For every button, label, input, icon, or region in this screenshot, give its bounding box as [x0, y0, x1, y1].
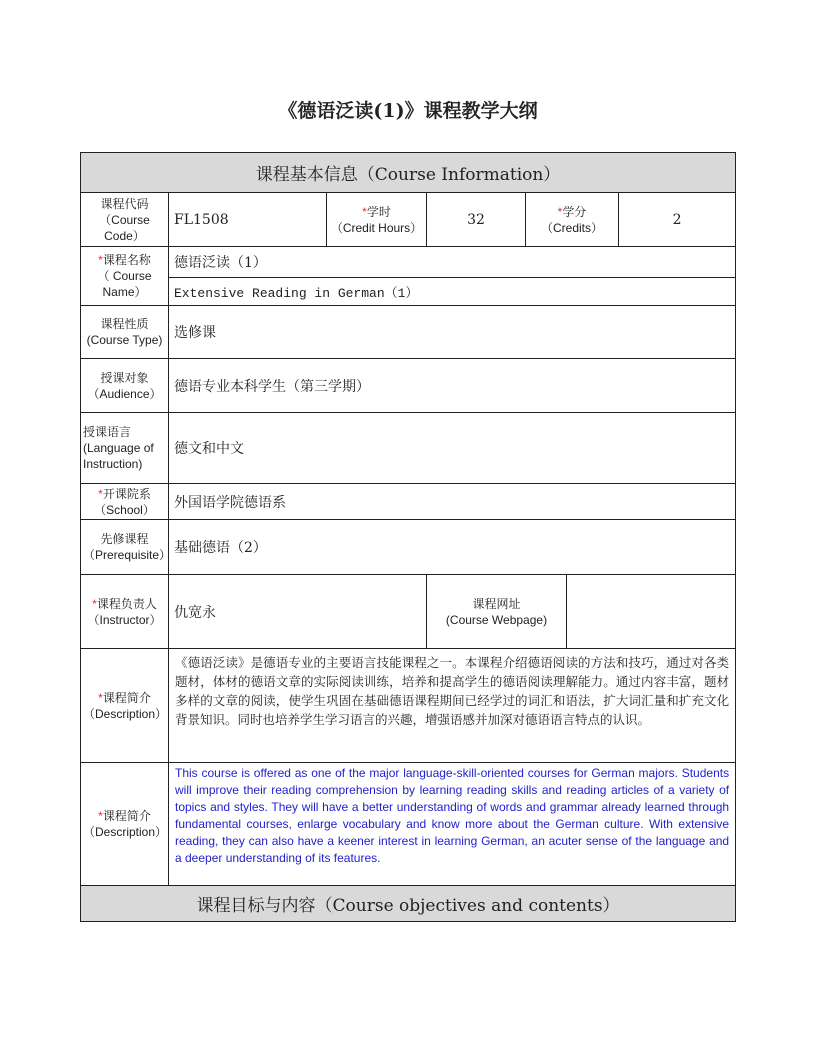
document-title: 《德语泛读(1)》课程教学大纲	[278, 100, 538, 122]
course-name-zh: 德语泛读（1）	[169, 247, 736, 278]
credit-hours-label: *学时 （Credit Hours）	[327, 193, 427, 247]
course-name-en: Extensive Reading in German（1）	[169, 278, 736, 306]
course-name-label: *课程名称 （ Course Name）	[81, 247, 169, 306]
course-type-value: 选修课	[169, 306, 736, 359]
prerequisite-value: 基础德语（2）	[169, 520, 736, 575]
language-value: 德文和中文	[169, 413, 736, 484]
credits-value: 2	[619, 193, 736, 247]
school-value: 外国语学院德语系	[169, 484, 736, 520]
course-webpage-value	[567, 575, 736, 649]
section-header-course-information: 课程基本信息（Course Information）	[81, 153, 736, 193]
instructor-value: 仇宽永	[169, 575, 427, 649]
audience-value: 德语专业本科学生（第三学期）	[169, 359, 736, 413]
section-header-objectives: 课程目标与内容（Course objectives and contents）	[81, 886, 736, 922]
course-webpage-label: 课程网址 (Course Webpage)	[427, 575, 567, 649]
description-zh-label: *课程简介 （Description）	[81, 649, 169, 763]
description-en-value: This course is offered as one of the major language-skill-oriented courses for German majors. Students will improve their reading comprehension by learning reading skills and reading articles of a variety of topics and styles. They will have a better understanding of words and grammar already learned through fundamental courses, enlarge vocabulary and know more about the German culture. With extensive reading, they can also have a keener interest in learning German, an acuter sense of the language and a deeper understanding of its features.	[169, 763, 736, 886]
description-zh-value: 《德语泛读》是德语专业的主要语言技能课程之一。本课程介绍德语阅读的方法和技巧，通过对各类题材，体材的德语文章的实际阅读训练，培养和提高学生的德语阅读理解能力。通过内容丰富，题材多样的文章的阅读，使学生巩固在基础德语课程期间已经学过的词汇和语法，扩大词汇量和扩充文化背景知识。同时也培养学生学习语言的兴趣，增强语感并加深对德语语言特点的认识。	[169, 649, 736, 763]
course-info-table	[80, 152, 736, 922]
school-label: *开课院系 （School）	[81, 484, 169, 520]
audience-label: 授课对象 （Audience）	[81, 359, 169, 413]
instructor-label: *课程负责人 （Instructor）	[81, 575, 169, 649]
language-label: 授课语言 (Language of Instruction)	[81, 413, 169, 484]
credits-label: *学分 （Credits）	[526, 193, 619, 247]
course-type-label: 课程性质 (Course Type)	[81, 306, 169, 359]
course-code-label: 课程代码 （Course Code）	[81, 193, 169, 247]
description-en-label: *课程简介 （Description）	[81, 763, 169, 886]
prerequisite-label: 先修课程 （Prerequisite）	[81, 520, 169, 575]
course-code-value: FL1508	[169, 193, 327, 247]
credit-hours-value: 32	[427, 193, 526, 247]
